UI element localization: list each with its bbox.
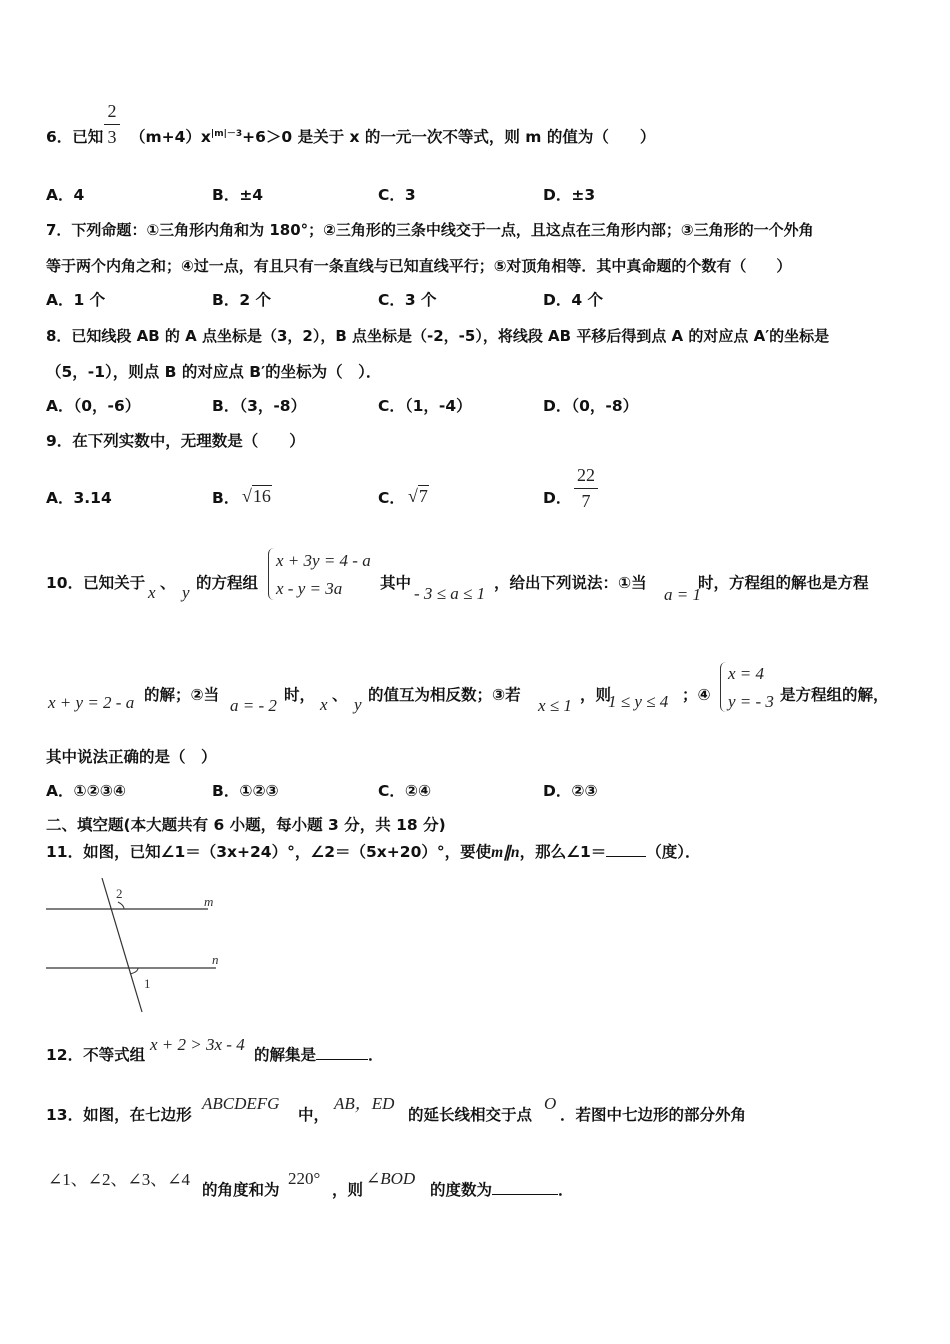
- q8-line1: 8．已知线段 AB 的 A 点坐标是（3，2），B 点坐标是（-2，-5），将线段 AB 平移后得到点 A 的对应点 A′的坐标是: [46, 327, 830, 345]
- q9-option-b-label: B．: [212, 489, 240, 507]
- q10-cond1: a = 1: [664, 585, 701, 604]
- q9-option-b-sqrt: √16: [242, 486, 271, 506]
- q7-option-c: C．3 个: [378, 291, 437, 309]
- q13-answer-blank[interactable]: [492, 1194, 558, 1195]
- q10-cond2: a = - 2: [230, 696, 277, 715]
- q12-number: 12．不等式组: [46, 1046, 146, 1064]
- q8-line2: （5，-1），则点 B 的对应点 B′的坐标为（ ）．: [46, 363, 382, 381]
- q7-option-a: A．1 个: [46, 291, 106, 309]
- q10-sol-x: x = 4: [728, 664, 765, 683]
- q13-exterior: ．若图中七边形的部分外角: [560, 1106, 747, 1124]
- q10-sol-y: y = - 3: [728, 692, 774, 711]
- q11-angle1-arc: [130, 968, 138, 974]
- q10-brace: [268, 548, 275, 600]
- q13-then: ，则: [332, 1181, 364, 1199]
- q12-inequality: x + 2 > 3x - 4: [150, 1035, 245, 1054]
- q11-label-m: m: [204, 894, 214, 909]
- q7-line2: 等于两个内角之和；④过一点，有且只有一条直线与已知直线平行；⑤对顶角相等．其中真命题的个数有（ ）: [46, 257, 792, 275]
- q6-number: 6．已知: [46, 128, 104, 146]
- q10-cond4: 1 ≤ y ≤ 4: [608, 692, 669, 711]
- q10-then2: ，则: [580, 686, 612, 704]
- q10-option-c: C．②④: [378, 782, 432, 800]
- q11-answer-blank[interactable]: [606, 856, 646, 857]
- q9-option-d-num: 22: [577, 465, 595, 485]
- q13-answer: [430, 1183, 574, 1199]
- q7-option-d: D．4 个: [543, 291, 604, 309]
- q13-bod: ∠BOD: [366, 1169, 416, 1188]
- q10-range: - 3 ≤ a ≤ 1: [414, 584, 486, 603]
- q10-var-y2: y: [354, 695, 362, 714]
- q9-option-b-radicand: 16: [252, 486, 271, 506]
- q10-cond3: x ≤ 1: [538, 696, 572, 715]
- q13-in: 中，: [298, 1106, 330, 1124]
- q12-tail-text: 的解集是: [254, 1046, 317, 1064]
- q9-option-d-den: 7: [581, 491, 591, 511]
- q10-sep: 、: [160, 574, 176, 592]
- q13-polygon: ABCDEFG: [202, 1094, 280, 1113]
- q6-option-b: B．±4: [212, 186, 264, 204]
- q8-option-a: A．（0，-6）: [46, 397, 141, 415]
- q13-point-o: O: [544, 1094, 557, 1113]
- q11-label-1: 1: [144, 976, 151, 991]
- q7-option-b: B．2 个: [212, 291, 271, 309]
- q11-label-2: 2: [116, 886, 123, 901]
- q10-var-x2: x: [320, 695, 328, 714]
- q9-option-c-radicand: 7: [418, 486, 428, 506]
- q11-label-n: n: [212, 952, 219, 967]
- q13-segments: AB，ED: [334, 1094, 395, 1113]
- q6-stem: [130, 130, 655, 146]
- q6-frac-den: 3: [107, 127, 117, 147]
- q13-intro: 13．如图，在七边形: [46, 1106, 192, 1124]
- q9-option-a: A．3.14: [46, 489, 112, 507]
- q8-option-b: B．（3，-8）: [212, 397, 307, 415]
- q10-system-label: 的方程组: [196, 574, 259, 592]
- q10-option-a: A．①②③④: [46, 782, 126, 800]
- q13-extension: 的延长线相交于点: [408, 1106, 533, 1124]
- q10-then: 时，方程组的解也是方程: [698, 574, 869, 592]
- q9-option-d-label: D．: [543, 489, 572, 507]
- q13-angles: ∠1、∠2、∠3、∠4: [48, 1170, 190, 1189]
- q6-option-d: D．±3: [543, 186, 596, 204]
- q13-sum-label: 的角度和为: [202, 1181, 280, 1199]
- section-2-heading: 二、填空题(本大题共有 6 小题，每小题 3 分，共 18 分): [46, 816, 446, 834]
- q10-sep2: 、: [332, 686, 348, 704]
- q6-option-a: A．4: [46, 186, 85, 204]
- q8-option-c: C．（1，-4）: [378, 397, 472, 415]
- q10-option-d: D．②③: [543, 782, 598, 800]
- q10-eq2: x - y = 3a: [276, 579, 343, 598]
- q6-expr-a: （m+4）x: [130, 128, 211, 147]
- q9-stem: 9．在下列实数中，无理数是（ ）: [46, 432, 305, 450]
- q10-eq3: x + y = 2 - a: [48, 693, 135, 712]
- q13-degrees: 220°: [288, 1169, 321, 1188]
- q10-stmt2-intro: 的解；②当: [144, 686, 220, 704]
- q6-frac-num: 2: [107, 101, 117, 121]
- q9-option-d-fraction: [574, 465, 598, 512]
- q9-option-c-sqrt: √7: [408, 486, 428, 506]
- q10-where: 其中: [380, 574, 412, 592]
- q12-tail: [254, 1048, 384, 1064]
- q12-answer-blank[interactable]: [316, 1059, 368, 1060]
- q10-var-x: x: [148, 583, 156, 602]
- q10-sol-brace: [720, 662, 727, 712]
- q8-option-d: D．（0，-8）: [543, 397, 639, 415]
- q13-end: ．: [558, 1181, 574, 1199]
- q10-eq1: x + 3y = 4 - a: [276, 551, 371, 570]
- q11-stem: [46, 845, 701, 861]
- q6-fraction: [104, 101, 120, 148]
- q10-option-b: B．①②③: [212, 782, 279, 800]
- q6-expr-b: +6＞0 是关于 x 的一元一次不等式，则 m 的值为（ ）: [242, 128, 656, 147]
- q11-figure: [44, 876, 234, 1016]
- q10-question: 其中说法正确的是（ ）: [46, 748, 217, 766]
- q10-opposite: 的值互为相反数；③若: [368, 686, 521, 704]
- q11-text-c: （度）．: [646, 843, 701, 861]
- q10-statements-intro: ，给出下列说法：①当: [494, 574, 647, 592]
- q11-text-a: 11．如图，已知∠1＝（3x+24）°，∠2＝（5x+20）°，要使: [46, 843, 492, 861]
- q10-var-y: y: [182, 583, 190, 602]
- q7-line1: 7．下列命题：①三角形内角和为 180°；②三角形的三条中线交于一点，且这点在三角形内部；③三角形的一个外角: [46, 221, 814, 239]
- q6-exponent: |m|－3: [210, 129, 243, 139]
- q13-degree-label: 的度数为: [430, 1181, 493, 1199]
- q11-mn: m∥n: [491, 844, 520, 861]
- q10-intro: 10．已知关于: [46, 574, 146, 592]
- q9-option-c-label: C．: [378, 489, 405, 507]
- q11-text-b: ，那么∠1＝: [519, 843, 607, 861]
- q11-angle2-arc: [118, 902, 124, 909]
- q6-option-c: C．3: [378, 186, 416, 204]
- q10-when: 时，: [284, 686, 316, 704]
- q10-is-solution: 是方程组的解，: [780, 686, 889, 704]
- q10-stmt4-intro: ；④: [682, 686, 711, 704]
- q12-end: ．: [368, 1046, 384, 1064]
